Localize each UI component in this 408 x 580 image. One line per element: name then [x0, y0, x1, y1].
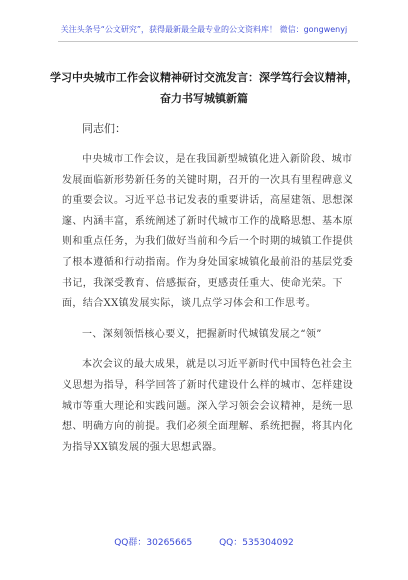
- body-paragraph: 中央城市工作会议，是在我国新型城镇化进入新阶段、城市发展面临新形势新任务的关键时期，召开的一次具有里程碑意义的重要会议。习近平总书记发表的重要讲话，高屋建瓴、思想深邃、内涵丰富，系统阐述了新时代城市工作的战略思想、基本原则和重点任务，为我们做好当前和今后一个时期的城镇工作提供了根本遵循和行动指南。作为身处国家城镇化最前沿的基层党委书记，我深受教育、倍感振奋，更感责任重大、使命光荣。下面，结合XX镇发展实际，谈几点学习体会和工作思考。: [62, 154, 354, 310]
- salutation: 同志们：: [82, 122, 126, 135]
- qq-group-link[interactable]: QQ群：30265665: [114, 538, 193, 548]
- promo-header[interactable]: 关注头条号“公文研究”，获得最新最全最专业的公文资料库！ 微信：gongwenyj: [60, 25, 348, 34]
- document-body: [62, 150, 362, 468]
- section-heading: 一、深刻领悟核心要义，把握新时代城镇发展之“领”: [82, 328, 322, 340]
- qq-contact-link[interactable]: QQ：535304092: [219, 538, 294, 548]
- footer-contact: [0, 535, 408, 548]
- document-title: 学习中央城市工作会议精神研讨交流发言：深学笃行会议精神，奋力书写城镇新篇: [50, 71, 358, 105]
- header-divider: [58, 41, 358, 42]
- body-paragraph: 本次会议的最大成果，就是以习近平新时代中国特色社会主义思想为指导，科学回答了新时代建设什么样的城市、怎样建设城市等重大理论和实践问题。深入学习领会会议精神，是统一思想、明确方向的前提。我们必须全面理解、系统把握，将其内化为指导XX镇发展的强大思想武器。: [62, 359, 354, 453]
